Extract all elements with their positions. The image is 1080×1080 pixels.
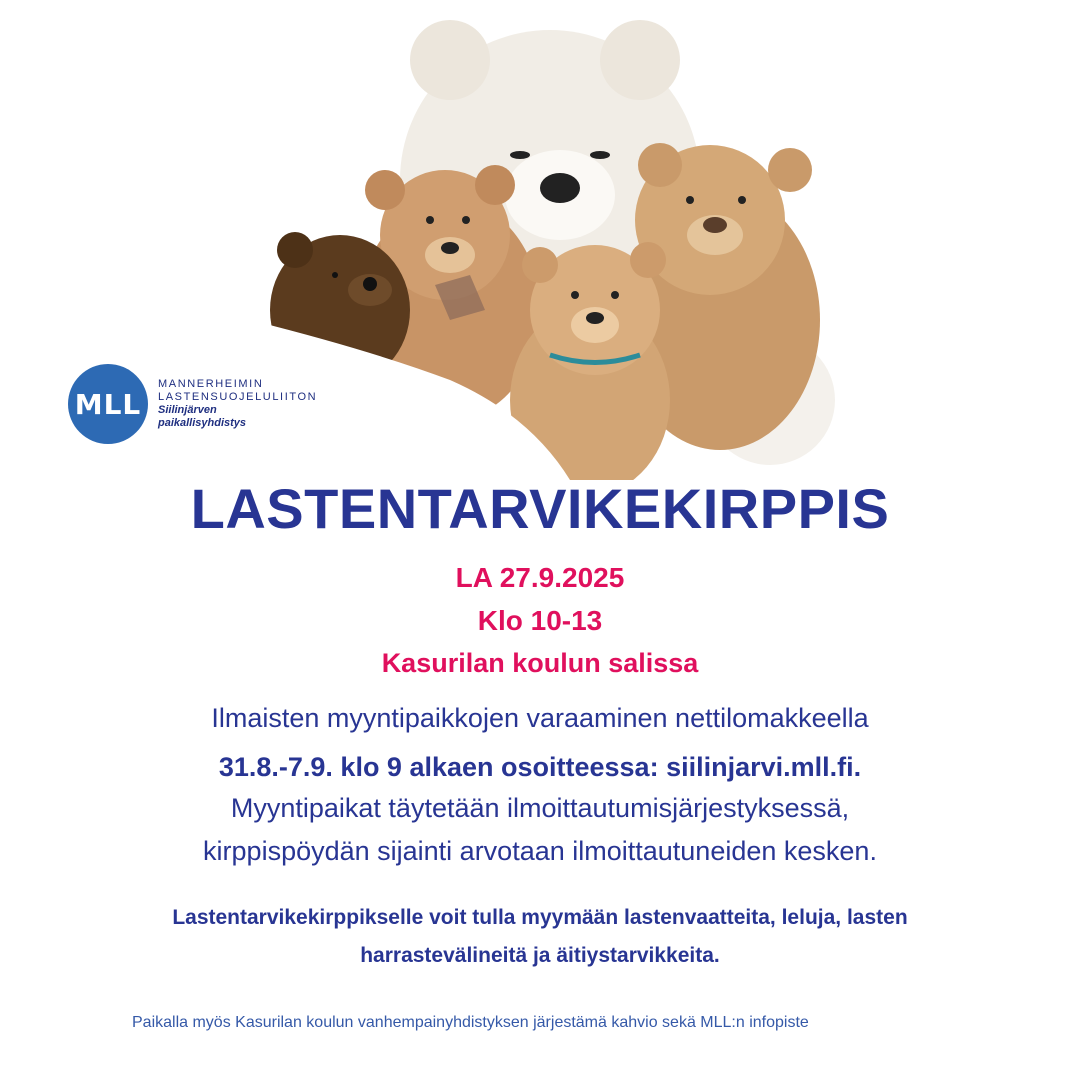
page-title: LASTENTARVIKEKIRPPIS [190, 477, 890, 540]
logo-org-line1: MANNERHEIMIN [158, 378, 264, 390]
info-line-2: 31.8.-7.9. klo 9 alkaen osoitteessa: siilinjarvi.mll.fi. [218, 752, 862, 782]
event-time: Klo 10-13 [477, 605, 603, 636]
event-date: LA 27.9.2025 [455, 562, 625, 593]
mll-logo-text [158, 378, 317, 430]
mll-logo-mark: MLL [68, 364, 148, 444]
sell-line-1: Lastentarvikekirppikselle voit tulla myymään lastenvaatteita, leluja, lasten [172, 906, 908, 929]
logo-branch-line2: paikallisyhdistys [158, 417, 247, 429]
sell-line-2: harrastevälineitä ja äitiystarvikkeita. [360, 944, 720, 967]
footer-note: Paikalla myös Kasurilan koulun vanhempainyhdistyksen järjestämä kahvio sekä MLL:n infopiste [132, 1014, 809, 1031]
info-line-1: Ilmaisten myyntipaikkojen varaaminen nettilomakkeella [211, 703, 869, 733]
logo-org-line2: LASTENSUOJELULIITON [158, 391, 318, 403]
teddy-bears-image [250, 20, 850, 480]
logo-branch-line1: Siilinjärven [158, 404, 217, 416]
event-place: Kasurilan koulun salissa [381, 648, 699, 678]
info-line-4: kirppispöydän sijainti arvotaan ilmoittautuneiden kesken. [203, 836, 877, 866]
mll-logo [68, 364, 317, 444]
sell-description [60, 899, 1020, 975]
info-line-3: Myyntipaikat täytetään ilmoittautumisjärjestyksessä, [230, 793, 850, 823]
